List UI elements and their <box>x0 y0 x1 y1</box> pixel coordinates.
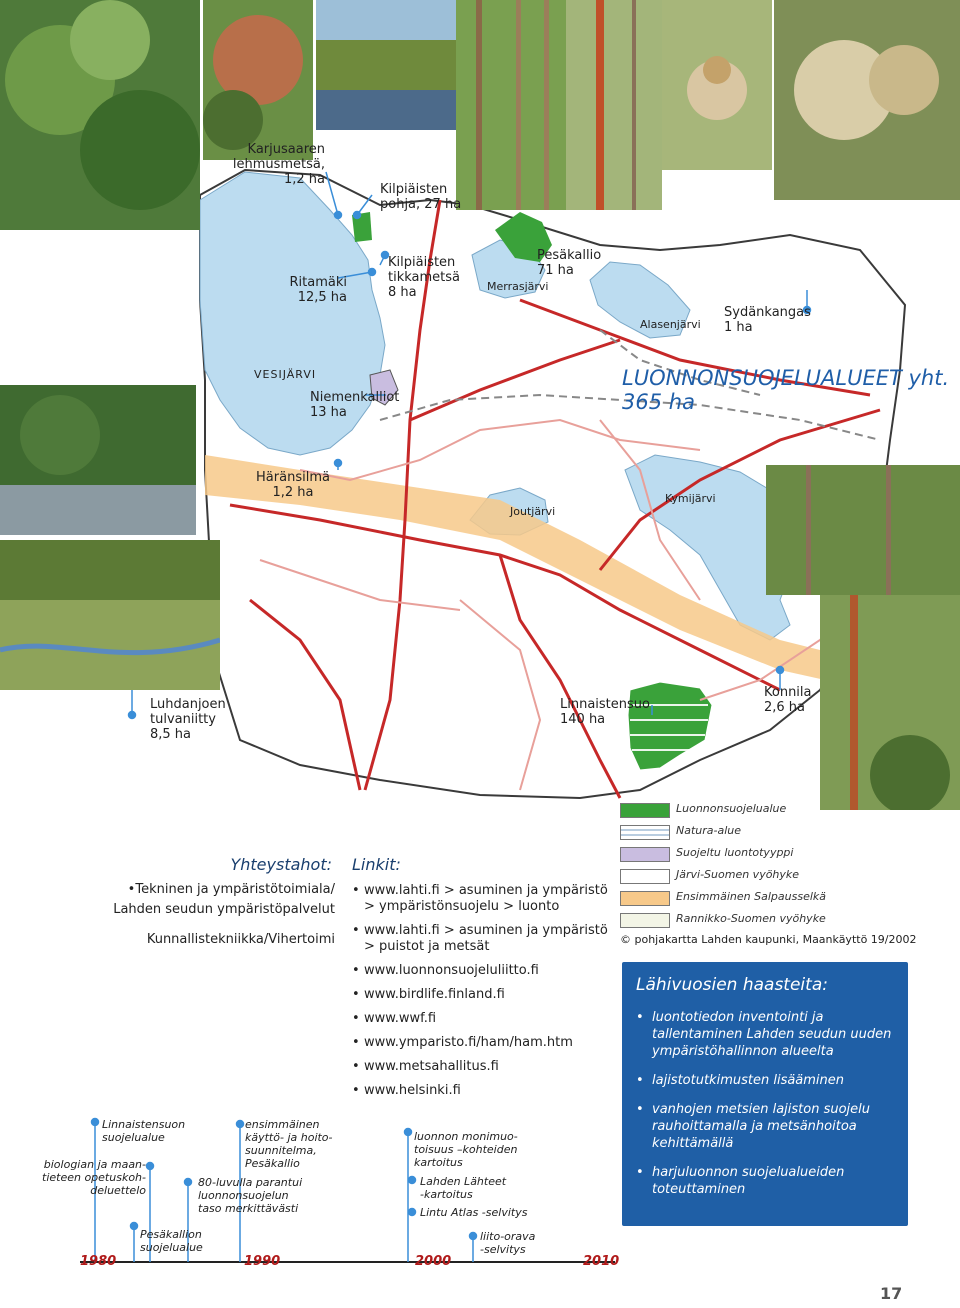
contacts-title: Yhteystahot: <box>230 855 332 874</box>
links-list <box>350 883 610 1107</box>
link-item[interactable]: • www.wwf.fi <box>350 1011 610 1027</box>
challenges-title: Lähivuosien haasteita: <box>636 975 828 995</box>
challenges-list <box>634 1009 899 1210</box>
label-ritamaki: Ritamäki 12,5 ha <box>289 275 347 305</box>
label-vesijarvi: VESIJÄRVI <box>254 368 317 381</box>
label-haransilma: Häränsilmä 1,2 ha <box>256 470 330 500</box>
legend-swatch-jarvi <box>620 869 670 884</box>
link-item[interactable]: • www.lahti.fi > asuminen ja ympäristö > ympäristönsuojelu > luonto <box>350 883 610 915</box>
timeline-event: ensimmäinen käyttö- ja hoito- suunnitelma, Pesäkallio <box>245 1118 333 1170</box>
legend-item <box>620 800 950 822</box>
label-joutjarvi: Joutjärvi <box>510 505 556 518</box>
label-sydankangas: Sydänkangas 1 ha <box>724 305 811 335</box>
timeline-event: Lintu Atlas -selvitys <box>420 1206 528 1219</box>
legend-label: Ensimmäinen Salpausselkä <box>676 890 827 903</box>
year-1990: 1990 <box>244 1254 281 1269</box>
challenge-item: • harjuluonnon suojelualueiden toteuttaminen <box>634 1164 899 1198</box>
label-karjusaari: Karjusaaren lehmusmetsä, 1,2 ha <box>232 142 325 187</box>
timeline-event: liito-orava -selvitys <box>480 1230 536 1256</box>
label-konnila: Konnila 2,6 ha <box>764 685 812 715</box>
challenge-item: • luontotiedon inventointi ja tallentaminen Lahden seudun uuden ympäristöhallinnon alueelta <box>634 1009 899 1060</box>
total-protected-label: LUONNONSUOJELUALUEET yht. 365 ha <box>622 366 950 414</box>
photo-haransilma <box>0 385 196 535</box>
legend-swatch-natura <box>620 825 670 840</box>
label-alasenjarvi: Alasenjärvi <box>640 318 701 331</box>
legend-item <box>620 866 950 888</box>
legend-swatch-luontotyyppi <box>620 847 670 862</box>
link-item[interactable]: • www.luonnonsuojeluliitto.fi <box>350 963 610 979</box>
map-legend <box>620 800 950 932</box>
photo-luhdanjoki-meadow <box>0 540 220 690</box>
legend-label: Luonnonsuojelualue <box>676 802 787 815</box>
timeline-event: Lahden Lähteet -kartoitus <box>420 1175 507 1201</box>
legend-item <box>620 888 950 910</box>
link-item[interactable]: • www.metsahallitus.fi <box>350 1059 610 1075</box>
label-linnaistensuo: Linnaistensuo 140 ha <box>560 697 650 727</box>
contact-line: Lahden seudun ympäristöpalvelut <box>113 902 335 917</box>
link-item[interactable]: • www.lahti.fi > asuminen ja ympäristö > puistot ja metsät <box>350 923 610 955</box>
legend-label: Natura-alue <box>676 824 742 837</box>
legend-item <box>620 844 950 866</box>
legend-label: Suojeltu luontotyyppi <box>676 846 794 859</box>
legend-item <box>620 822 950 844</box>
photo-kilpiainen-forest <box>203 0 313 160</box>
photo-lehmusmetsa <box>0 0 200 230</box>
timeline-event: Linnaistensuon suojelualue <box>102 1118 186 1144</box>
timeline-event: biologian ja maan- tieteen opetuskoh- deluettelo <box>42 1158 146 1197</box>
link-item[interactable]: • www.helsinki.fi <box>350 1083 610 1099</box>
timeline-event: luonnon monimuo- toisuus –kohteiden kartoitus <box>414 1130 518 1169</box>
photo-pasque-flower <box>774 0 960 200</box>
photo-sydankangas-flower <box>662 0 772 170</box>
contact-line: Tekninen ja ympäristötoimiala/ <box>135 882 335 897</box>
label-merrasjarvi: Merrasjärvi <box>487 280 549 293</box>
legend-label: Järvi-Suomen vyöhyke <box>676 868 800 881</box>
label-pesakallio: Pesäkallio 71 ha <box>537 248 602 278</box>
legend-label: Rannikko-Suomen vyöhyke <box>676 912 826 925</box>
challenge-item: • vanhojen metsien lajiston suojelu rauhoittamalla ja metsänhoitoa kehittämällä <box>634 1101 899 1152</box>
link-item[interactable]: • www.ymparisto.fi/ham/ham.htm <box>350 1035 610 1051</box>
label-kymijarvi: Kymijärvi <box>665 492 716 505</box>
links-title: Linkit: <box>352 855 401 874</box>
year-1980: 1980 <box>80 1254 117 1269</box>
contact-line: Kunnallistekniikka/Vihertoimi <box>146 932 335 947</box>
year-2010: 2010 <box>583 1254 620 1269</box>
timeline-event: 80-luvulla parantui luonnonsuojelun taso merkittävästi <box>198 1176 303 1215</box>
challenge-item: • lajistotutkimusten lisääminen <box>634 1072 899 1089</box>
photo-kilpiainen-pond <box>316 0 456 130</box>
link-item[interactable]: • www.birdlife.finland.fi <box>350 987 610 1003</box>
label-luhdanjoki: Luhdanjoen tulvaniitty 8,5 ha <box>150 697 226 742</box>
legend-swatch-rannikko <box>620 913 670 928</box>
photo-pesakallio <box>456 0 566 210</box>
legend-item <box>620 910 950 932</box>
photo-konnila-forest <box>820 595 960 810</box>
map-credit: © pohjakartta Lahden kaupunki, Maankäyttö 19/2002 <box>620 933 917 946</box>
legend-swatch-protected <box>620 803 670 818</box>
year-2000: 2000 <box>415 1254 452 1269</box>
photo-kymijarvi-forest <box>766 465 960 595</box>
contacts-list <box>100 880 335 950</box>
page-number: 17 <box>880 1284 903 1303</box>
label-kilpiaisten-tikkametsa: Kilpiäisten tikkametsä 8 ha <box>388 255 461 300</box>
legend-swatch-salpausselka <box>620 891 670 906</box>
photo-pine-forest <box>566 0 662 210</box>
label-niemenkalliot: Niemenkalliot 13 ha <box>310 390 400 420</box>
timeline-event: Pesäkallion suojelualue <box>140 1228 203 1254</box>
label-kilpiaisten-pohja: Kilpiäisten pohja, 27 ha <box>380 182 462 212</box>
